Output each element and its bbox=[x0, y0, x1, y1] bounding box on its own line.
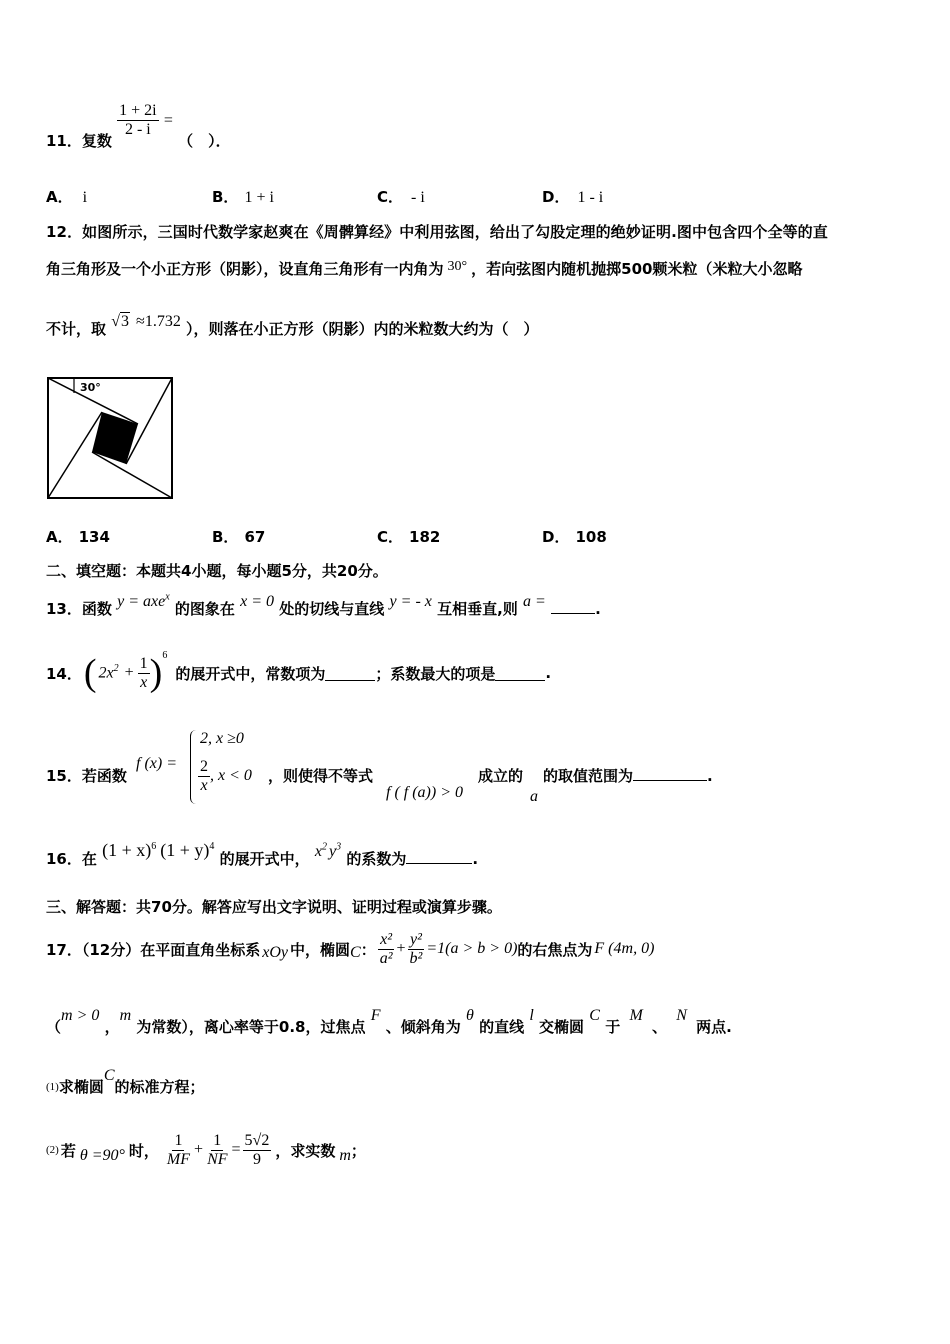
q15-answer-blank[interactable] bbox=[633, 766, 707, 781]
q11-label: 复数 bbox=[81, 132, 112, 150]
q15-text-b: ，则使得不等式 bbox=[268, 767, 374, 785]
q12-option-b: B． 67 bbox=[212, 528, 266, 546]
q11-number: 11． bbox=[46, 132, 82, 150]
q15-var-a: a bbox=[530, 788, 538, 805]
q15-stem: 15．若函数 bbox=[46, 767, 127, 785]
angle-label: 30° bbox=[80, 381, 101, 394]
q11-frac-num: 1 + 2i bbox=[119, 102, 157, 119]
zhao-shuang-string-diagram bbox=[46, 376, 174, 500]
section-answer-title: 三、解答题：共70分。解答应写出文字说明、证明过程或演算步骤。 bbox=[46, 898, 502, 916]
q12-line2: 角三角形及一个小正方形（阴影），设直角三角形有一内角为 30° ，若向弦图内随机抛掷500颗米粒（米粒大小忽略 bbox=[46, 259, 803, 278]
q12-line3: 不计，取 √3 ≈1.732 ），则落在小正方形（阴影）内的米粒数大约为（ ） bbox=[46, 313, 539, 338]
q12-option-a: A． 134 bbox=[46, 528, 110, 546]
q15-case-1: 2, x ≥0 bbox=[200, 730, 244, 747]
q17-part2: (2) 若 θ =90° 时， $\frac{1}{MF}$ + $\frac{1}{NF}$ = $\frac{5√2}{9}$ ，求实数 m ； bbox=[46, 1131, 366, 1168]
q14: 14． ( $2x^2$ + $\frac{1}{x}$ ) 6 的展开式中，常数项为 ；系数最大的项是 . bbox=[46, 650, 552, 694]
q17-part1: $_{(1)}$求椭圆C的标准方程； bbox=[46, 1067, 205, 1096]
q15-case-2: $\frac{2}{x}$ , x < 0 bbox=[200, 758, 252, 794]
chord-line-3 bbox=[92, 452, 172, 498]
q15-text-d: 的取值范围为 . bbox=[543, 767, 713, 785]
q12-option-d: D． 108 bbox=[542, 528, 607, 546]
q11-option-a: A． i bbox=[46, 188, 88, 206]
q16: 16．在 $(1 + x)^6$ $(1 + y)^4$ 的展开式中， $x^2$ $y^3$ 的系数为 . bbox=[46, 840, 479, 868]
q11-option-b: B． 1 + i bbox=[212, 188, 274, 206]
q13-func: y = axe$^x$ bbox=[117, 591, 170, 610]
q15-fx: f (x) = bbox=[136, 755, 177, 772]
section-fill-in-title: 二、填空题：本题共4小题，每小题5分，共20分。 bbox=[46, 562, 388, 580]
q11-equals: = bbox=[163, 112, 173, 129]
q15-inequality: f ( f (a)) > 0 bbox=[386, 784, 463, 801]
q11-frac-den: 2 - i bbox=[124, 121, 151, 138]
q11-option-d: D． 1 - i bbox=[542, 188, 604, 206]
q14-answer-blank-2[interactable] bbox=[495, 666, 545, 681]
q13-answer-blank[interactable] bbox=[551, 599, 595, 614]
q12-line1: 12．如图所示，三国时代数学家赵爽在《周髀算经》中利用弦图，给出了勾股定理的绝妙证明.图中包含四个全等的直 bbox=[46, 223, 828, 241]
q11-fraction bbox=[117, 102, 158, 139]
q15-text-c: 成立的 bbox=[478, 767, 524, 785]
q11-stem bbox=[46, 102, 231, 151]
q12-angle: 30° bbox=[447, 259, 468, 274]
q14-answer-blank-1[interactable] bbox=[325, 666, 375, 681]
q11-tail: （ ）． bbox=[178, 132, 231, 150]
q17-line1: 17．（12分）在平面直角坐标系 xOy 中，椭圆 C ： $\frac{\text{x²}}{\text{a²}}$ + $\frac{\text{y²}}{\text{b²}}$ =1(a > b > 0) 的右焦点为 F (4m, 0) bbox=[46, 930, 655, 967]
q12-option-c: C． 182 bbox=[377, 528, 441, 546]
chord-line-4 bbox=[48, 412, 102, 498]
q11-option-c: C． - i bbox=[377, 188, 425, 206]
q17-line2: （m > 0 ，m 为常数），离心率等于0.8，过焦点 F 、倾斜角为 θ 的直线 l 交椭圆 C 于 M 、 N 两点. bbox=[46, 1007, 732, 1036]
q13: 13．函数 y = axe$^x$ 的图象在 x = 0 处的切线与直线 y = - x 互相垂直,则 a = . bbox=[46, 591, 601, 618]
q12-sqrt-arg: 3 bbox=[121, 313, 130, 330]
q16-answer-blank[interactable] bbox=[406, 849, 472, 864]
